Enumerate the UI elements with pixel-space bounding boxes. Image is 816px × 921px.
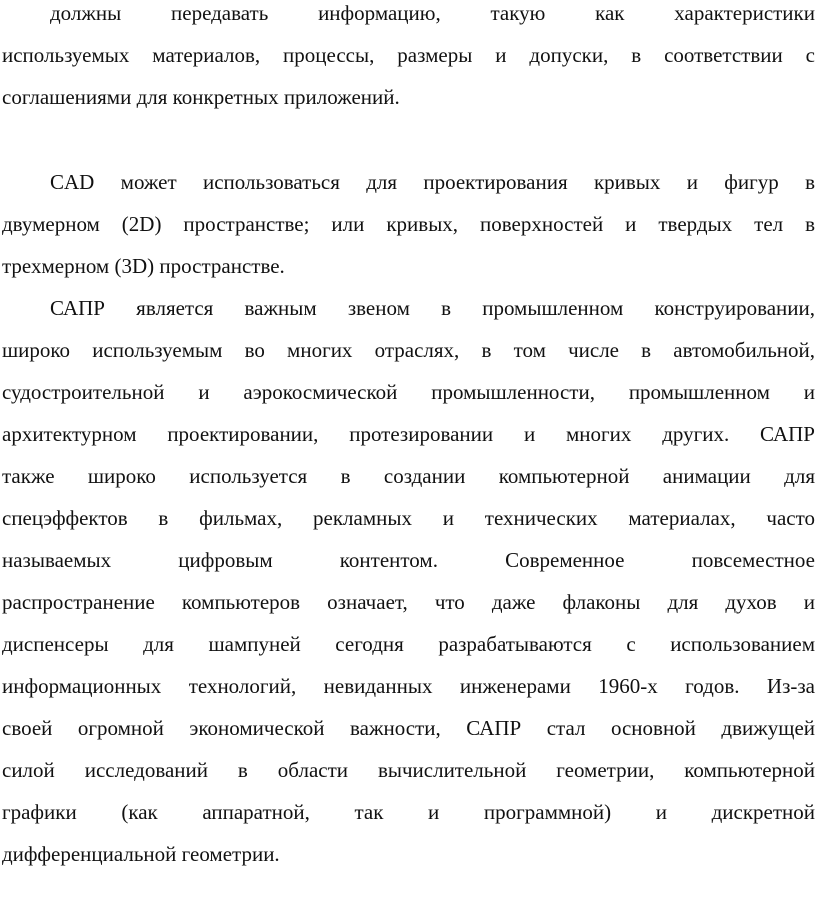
paragraph-sapr — [2, 287, 815, 875]
text-line: используемых материалов, процессы, размеры и допуски, в соответствии с — [2, 43, 815, 67]
text-line: САПР является важным звеном в промышленном конструировании, — [50, 296, 815, 320]
text-line: CAD может использоваться для проектирования кривых и фигур в — [50, 170, 815, 194]
text-line: также широко используется в создании компьютерной анимации для — [2, 464, 815, 488]
text-line: называемых цифровым контентом. Современное повсеместное — [2, 548, 815, 572]
text-line: судостроительной и аэрокосмической промышленности, промышленном и — [2, 380, 815, 404]
text-line: широко используемым во многих отраслях, в том числе в автомобильной, — [2, 338, 815, 362]
text-line: диспенсеры для шампуней сегодня разрабатываются с использованием — [2, 632, 815, 656]
text-line: спецэффектов в фильмах, рекламных и технических материалах, часто — [2, 506, 815, 530]
text-line: дифференциальной геометрии. — [2, 842, 280, 866]
text-line: распространение компьютеров означает, что даже флаконы для духов и — [2, 590, 815, 614]
text-line: двумерном (2D) пространстве; или кривых, поверхностей и твердых тел в — [2, 212, 815, 236]
paragraph-cad — [2, 161, 815, 287]
text-line: информационных технологий, невиданных инженерами 1960-х годов. Из-за — [2, 674, 815, 698]
text-line: своей огромной экономической важности, САПР стал основной движущей — [2, 716, 815, 740]
text-line: должны передавать информацию, такую как характеристики — [50, 1, 815, 25]
text-line: силой исследований в области вычислительной геометрии, компьютерной — [2, 758, 815, 782]
paragraph-continuation — [2, 0, 815, 118]
text-line: соглашениями для конкретных приложений. — [2, 85, 400, 109]
paragraph-spacer — [2, 118, 815, 161]
text-line: графики (как аппаратной, так и программной) и дискретной — [2, 800, 815, 824]
text-line: архитектурном проектировании, протезировании и многих других. САПР — [2, 422, 815, 446]
text-line: трехмерном (3D) пространстве. — [2, 254, 285, 278]
